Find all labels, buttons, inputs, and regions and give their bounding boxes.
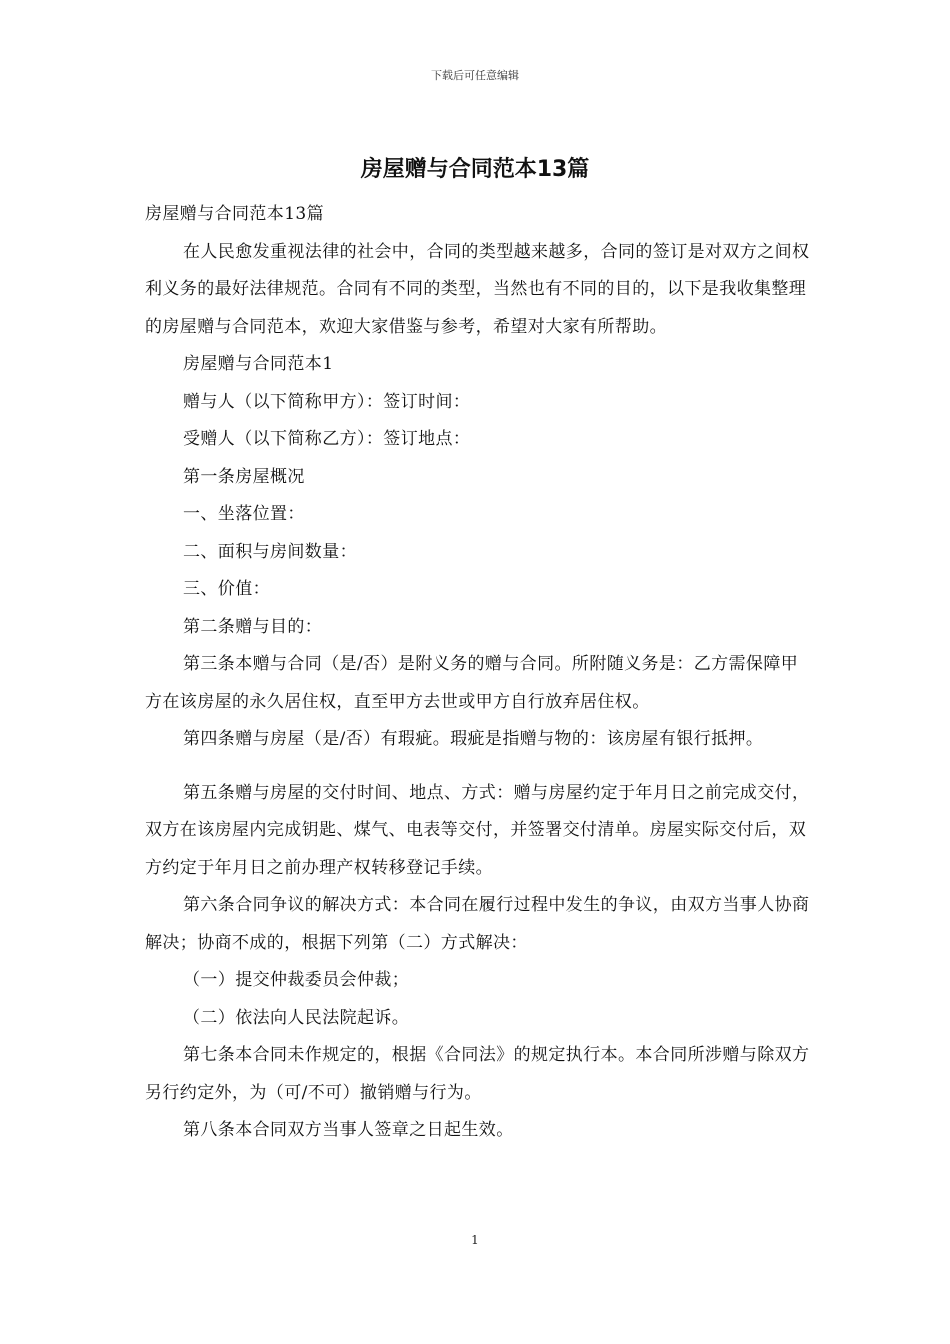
article-5: 第五条赠与房屋的交付时间、地点、方式：赠与房屋约定于年月日之前完成交付，双方在该房屋内完成钥匙、煤气、电表等交付，并签署交付清单。房屋实际交付后，双方约定于年月日之前办理产权转移登记手续。 (145, 782, 810, 878)
document-body (145, 196, 813, 1150)
paragraph-gap (145, 759, 813, 775)
section-heading: 房屋赠与合同范本1 (183, 354, 334, 374)
article-6: 第六条合同争议的解决方式：本合同在履行过程中发生的争议，由双方当事人协商解决；协商不成的，根据下列第（二）方式解决： (145, 895, 810, 953)
page-number: 1 (471, 1233, 479, 1247)
donor-line: 赠与人（以下简称甲方）：签订时间： (183, 391, 471, 412)
article-2: 第二条赠与目的： (183, 616, 323, 637)
article-1: 第一条房屋概况 (183, 466, 305, 487)
article-1-item-1: 一、坐落位置： (183, 504, 305, 524)
article-6-option-2: （二）依法向人民法院起诉。 (183, 1007, 410, 1028)
donee-line: 受赠人（以下简称乙方）：签订地点： (183, 429, 471, 449)
header-note: 下载后可任意编辑 (431, 69, 519, 82)
article-7: 第七条本合同未作规定的，根据《合同法》的规定执行本。本合同所涉赠与除双方另行约定外，为（可/不可）撤销赠与行为。 (145, 1045, 810, 1103)
article-1-item-3: 三、价值： (183, 579, 270, 599)
article-3: 第三条本赠与合同（是/否）是附义务的赠与合同。所附随义务是：乙方需保障甲方在该房屋的永久居住权，直至甲方去世或甲方自行放弃居住权。 (145, 654, 799, 712)
intro-paragraph: 在人民愈发重视法律的社会中，合同的类型越来越多，合同的签订是对双方之间权利义务的最好法律规范。合同有不同的类型，当然也有不同的目的，以下是我收集整理的房屋赠与合同范本，欢迎大家借鉴与参考，希望对大家有所帮助。 (145, 241, 810, 337)
document-title: 房屋赠与合同范本13篇 (360, 157, 590, 182)
article-6-option-1: （一）提交仲裁委员会仲裁； (183, 970, 410, 990)
article-8: 第八条本合同双方当事人签章之日起生效。 (183, 1120, 514, 1140)
article-1-item-2: 二、面积与房间数量： (183, 541, 357, 562)
subtitle-paragraph: 房屋赠与合同范本13篇 (145, 204, 325, 224)
article-4: 第四条赠与房屋（是/否）有瑕疵。瑕疵是指赠与物的：该房屋有银行抵押。 (183, 729, 764, 749)
